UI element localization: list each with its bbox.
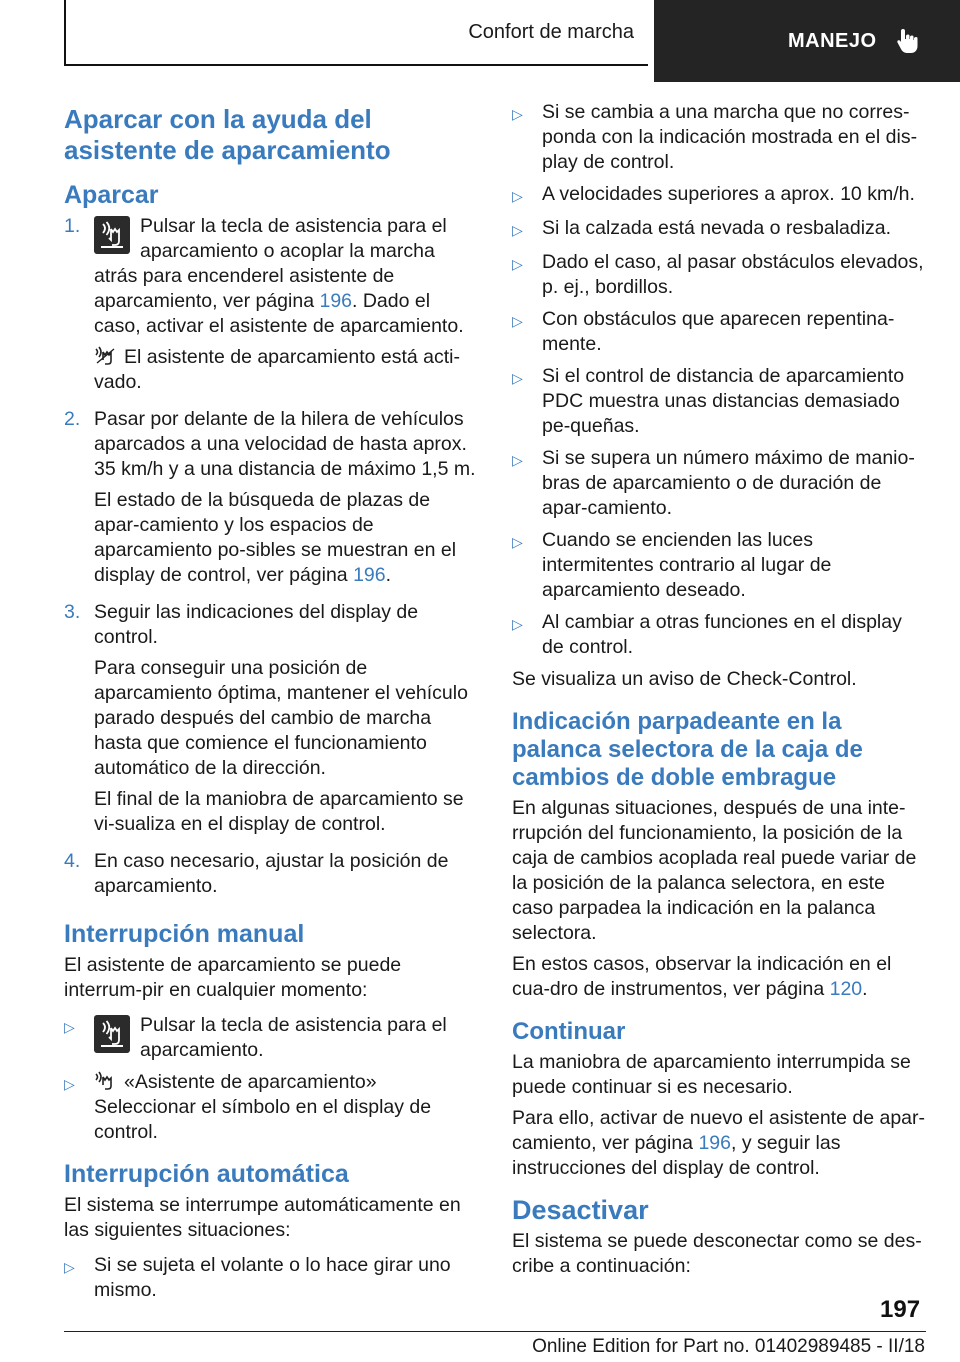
triangle-bullet-icon: ▷ xyxy=(64,1019,75,1035)
chapter-title: MANEJO xyxy=(788,29,877,52)
manual-text: El asistente de aparcamiento se puede interrum-pir en cualquier momento: xyxy=(64,954,402,1001)
right-column xyxy=(512,100,926,1285)
list-item: ▷ Si se supera un número máximo de manio-bras de aparcamiento o de duración de apar-camiento. xyxy=(512,447,915,519)
step-1 xyxy=(64,214,478,401)
step-3 xyxy=(64,600,478,843)
list-item: ▷ Pulsar la tecla de asistencia para el aparcamiento. xyxy=(64,1014,447,1061)
list-item: ▷ Con obstáculos que aparecen repentina-mente. xyxy=(512,308,895,355)
list-item: ▷ Al cambiar a otras funciones en el display de control. xyxy=(512,611,902,658)
step-2 xyxy=(64,407,478,594)
heading-indicacion: Indicación parpadeante en la palanca selectora de la caja de cambios de doble embrague xyxy=(512,708,863,791)
page-link[interactable]: 196 xyxy=(698,1132,731,1154)
footer-rule xyxy=(64,1331,860,1332)
triangle-bullet-icon: ▷ xyxy=(512,370,523,386)
check-control-text: Se visualiza un aviso de Check-Control. xyxy=(512,668,857,690)
indic-text-2: En estos casos, observar la indicación en el cua-dro de instrumentos, ver página 120. xyxy=(512,953,892,1000)
step-status-text: El asistente de aparcamiento está acti-vado. xyxy=(94,346,461,393)
page-link[interactable]: 196 xyxy=(319,290,353,312)
left-column xyxy=(64,104,478,1310)
footer-edition: Online Edition for Part no. 01402989485 - II/18 xyxy=(532,1336,925,1357)
desact-text: El sistema se puede desconectar como se des-cribe a continuación: xyxy=(512,1230,922,1277)
auto-text: El sistema se interrumpe automáticamente en las siguientes situaciones: xyxy=(64,1194,461,1241)
step-text: Para conseguir una posición de aparcamiento óptima, mantener el vehículo parado después del cambio de marcha hasta que comience el funcionamiento automático de la dirección. xyxy=(94,657,468,779)
parking-assist-key-icon xyxy=(94,216,130,254)
triangle-bullet-icon: ▷ xyxy=(512,222,523,238)
main-heading: Aparcar con la ayuda del asistente de aparcamiento xyxy=(64,104,391,165)
indic-text-1: En algunas situaciones, después de una inte-rrupción del funcionamiento, la posición de la caja de cambios acoplada real puede variar de la posición de la palanca selectora, en este caso parpadea la indicación en la palanca selectora. xyxy=(512,797,917,944)
heading-manual: Interrupción manual xyxy=(64,920,305,948)
triangle-bullet-icon: ▷ xyxy=(512,188,523,204)
list-item: ▷ Cuando se encienden las luces intermitentes contrario al lugar de aparcamiento deseado. xyxy=(512,529,832,601)
header-chapter-tab xyxy=(654,0,960,82)
step-text: Pulsar la tecla de asistencia para el aparcamiento o acoplar la marcha atrás para encenderel asistente de aparcamiento, ver página 196. Dado el caso, activar el asistente de aparcamiento. xyxy=(94,215,464,337)
cont-text-2: Para ello, activar de nuevo el asistente de apar-camiento, ver página 196, y seguir las instrucciones del display de control. xyxy=(512,1107,925,1179)
step-number: 3. xyxy=(64,601,81,623)
list-item: ▷ Si la calzada está nevada o resbaladiza. xyxy=(512,216,926,243)
heading-auto: Interrupción automática xyxy=(64,1160,349,1188)
list-item: ▷ Dado el caso, al pasar obstáculos elevados, p. ej., bordillos. xyxy=(512,251,924,298)
page-number: 197 xyxy=(880,1296,921,1323)
list-item: ▷ Si el control de distancia de aparcamiento PDC muestra unas distancias demasiado pe-queñas. xyxy=(512,365,905,437)
heading-continuar: Continuar xyxy=(512,1018,626,1045)
parking-assist-symbol-icon xyxy=(94,346,116,366)
triangle-bullet-icon: ▷ xyxy=(64,1076,75,1092)
step-text: Pasar por delante de la hilera de vehículos aparcados a una velocidad de hasta aprox. 35 km/h y a una distancia de máximo 1,5 m. xyxy=(94,408,476,480)
parking-assist-key-icon xyxy=(94,1015,130,1053)
hand-pointer-icon xyxy=(895,27,921,55)
list-item: ▷ Si se sujeta el volante o lo hace girar uno mismo. xyxy=(64,1254,451,1301)
header-section-title: Confort de marcha xyxy=(468,20,634,43)
step-text: El estado de la búsqueda de plazas de apar-camiento y los espacios de aparcamiento po-sibles se muestran en el display de control, ver página 196. xyxy=(94,489,457,586)
triangle-bullet-icon: ▷ xyxy=(512,534,523,550)
page-link[interactable]: 120 xyxy=(829,978,863,1000)
header-rule-left xyxy=(64,0,66,66)
triangle-bullet-icon: ▷ xyxy=(512,313,523,329)
triangle-bullet-icon: ▷ xyxy=(64,1259,75,1275)
list-item: ▷ «Asistente de aparcamiento» Seleccionar el símbolo en el display de control. xyxy=(64,1071,432,1143)
list-item: ▷ Si se cambia a una marcha que no corres-ponda con la indicación mostrada en el dis-play de control. xyxy=(512,101,918,173)
parking-assist-symbol-icon xyxy=(94,1071,116,1091)
cont-text-1: La maniobra de aparcamiento interrumpida se puede continuar si es necesario. xyxy=(512,1051,911,1098)
header-rule-bottom xyxy=(64,64,648,66)
list-item: ▷ A velocidades superiores a aprox. 10 km/h. xyxy=(512,182,926,209)
heading-aparcar: Aparcar xyxy=(64,181,159,209)
triangle-bullet-icon: ▷ xyxy=(512,256,523,272)
page-link[interactable]: 196 xyxy=(353,564,386,586)
triangle-bullet-icon: ▷ xyxy=(512,106,523,122)
step-4 xyxy=(64,849,478,905)
footer-rule-right xyxy=(860,1331,926,1332)
step-text: En caso necesario, ajustar la posición de aparcamiento. xyxy=(94,850,449,897)
step-number: 1. xyxy=(64,215,81,237)
triangle-bullet-icon: ▷ xyxy=(512,616,523,632)
step-number: 2. xyxy=(64,408,81,430)
step-text: El final de la maniobra de aparcamiento se vi-sualiza en el display de control. xyxy=(94,788,464,835)
heading-desactivar: Desactivar xyxy=(512,1195,649,1225)
step-number: 4. xyxy=(64,850,81,872)
triangle-bullet-icon: ▷ xyxy=(512,452,523,468)
step-text: Seguir las indicaciones del display de control. xyxy=(94,601,419,648)
